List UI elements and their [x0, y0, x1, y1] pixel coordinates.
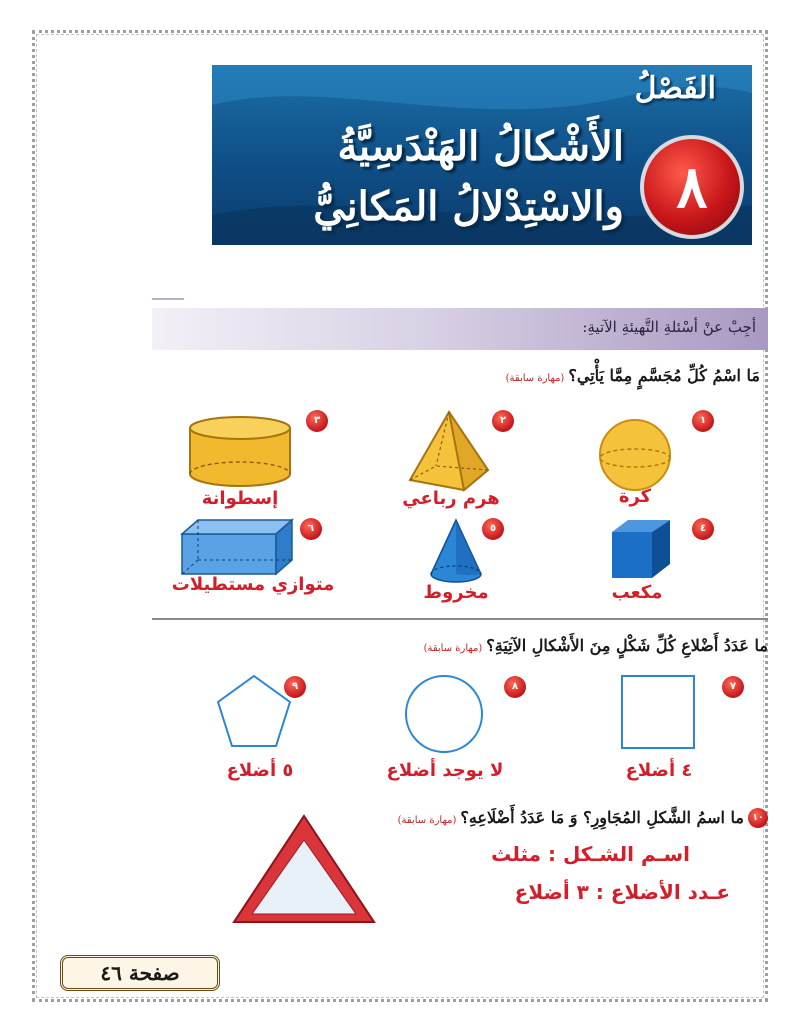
answer-2: هرم رباعي — [402, 488, 500, 509]
answer-shape-name: اسـم الشـكل : مثلث — [491, 842, 690, 866]
section3-question — [398, 808, 744, 827]
section2-skill: (مهارة سابقة) — [423, 643, 483, 654]
square-icon — [618, 672, 698, 752]
chapter-number-badge — [640, 135, 744, 239]
item-number-8: ٨ — [504, 676, 526, 698]
chapter-number: ٨ — [676, 153, 708, 221]
pyramid-icon — [406, 408, 492, 492]
section1-question — [506, 366, 760, 385]
pentagon-icon — [214, 672, 294, 750]
item-number-2: ٢ — [492, 410, 514, 432]
instruction-bar — [152, 308, 768, 350]
section1-question-text: مَا اسْمُ كُلِّ مُجَسَّمٍ مِمَّا يَأْتِي؟ — [568, 366, 760, 385]
item-number-6: ٦ — [300, 518, 322, 540]
circle-icon — [402, 672, 486, 756]
cube-icon — [608, 518, 674, 582]
section3-skill: (مهارة سابقة) — [397, 815, 457, 826]
item-number-3: ٣ — [306, 410, 328, 432]
answer-4: مكعب — [611, 582, 663, 603]
section3-question-text: ما اسمُ الشَّكلِ المُجَاوِرِ؟ وَ مَا عَدَدُ أَضْلَاعِهِ؟ — [460, 808, 744, 827]
cuboid-icon — [180, 518, 296, 576]
item-number-9: ٩ — [284, 676, 306, 698]
item-number-1: ١ — [692, 410, 714, 432]
answer-5: مخروط — [423, 582, 489, 603]
sphere-icon — [596, 416, 674, 494]
item-number-4: ٤ — [692, 518, 714, 540]
answer-3: إسطوانة — [201, 488, 279, 509]
section2-question-text: ما عَدَدُ أَضْلاعِ كُلِّ شَكْلٍ مِنَ الأَشْكالِ الآتِيَةِ؟ — [486, 636, 768, 655]
item-number-10: ١٠ — [748, 808, 768, 828]
chapter-title-line2: والاسْتِدْلالُ المَكانِيُّ — [313, 183, 624, 230]
answer-8: لا يوجد أضلاع — [386, 760, 504, 781]
answer-6: متوازي مستطيلات — [171, 574, 335, 595]
chapter-title-line1: الأَشْكالُ الهَنْدَسِيَّةُ — [337, 123, 624, 170]
item-number-5: ٥ — [482, 518, 504, 540]
page-number-label: صفحة ٤٦ — [60, 955, 220, 991]
instruction-text: أجِبْ عنْ أسْئلةِ التَّهيئةِ الآتيةِ: — [582, 318, 756, 336]
triangle-icon — [228, 810, 380, 928]
page-curl — [152, 298, 184, 308]
chapter-word: الفَصْلُ — [634, 71, 716, 106]
section1-skill: (مهارة سابقة) — [505, 373, 565, 384]
chapter-banner — [212, 65, 752, 245]
answer-side-count: عـدد الأضلاع : ٣ أضلاع — [514, 880, 730, 904]
item-number-7: ٧ — [722, 676, 744, 698]
cylinder-icon — [186, 414, 294, 490]
answer-9: ٥ أضلاع — [226, 760, 294, 781]
answer-7: ٤ أضلاع — [625, 760, 693, 781]
cone-icon — [428, 518, 484, 588]
section2-question — [424, 636, 768, 655]
section-divider — [152, 618, 768, 620]
answer-1: كرة — [618, 486, 652, 507]
